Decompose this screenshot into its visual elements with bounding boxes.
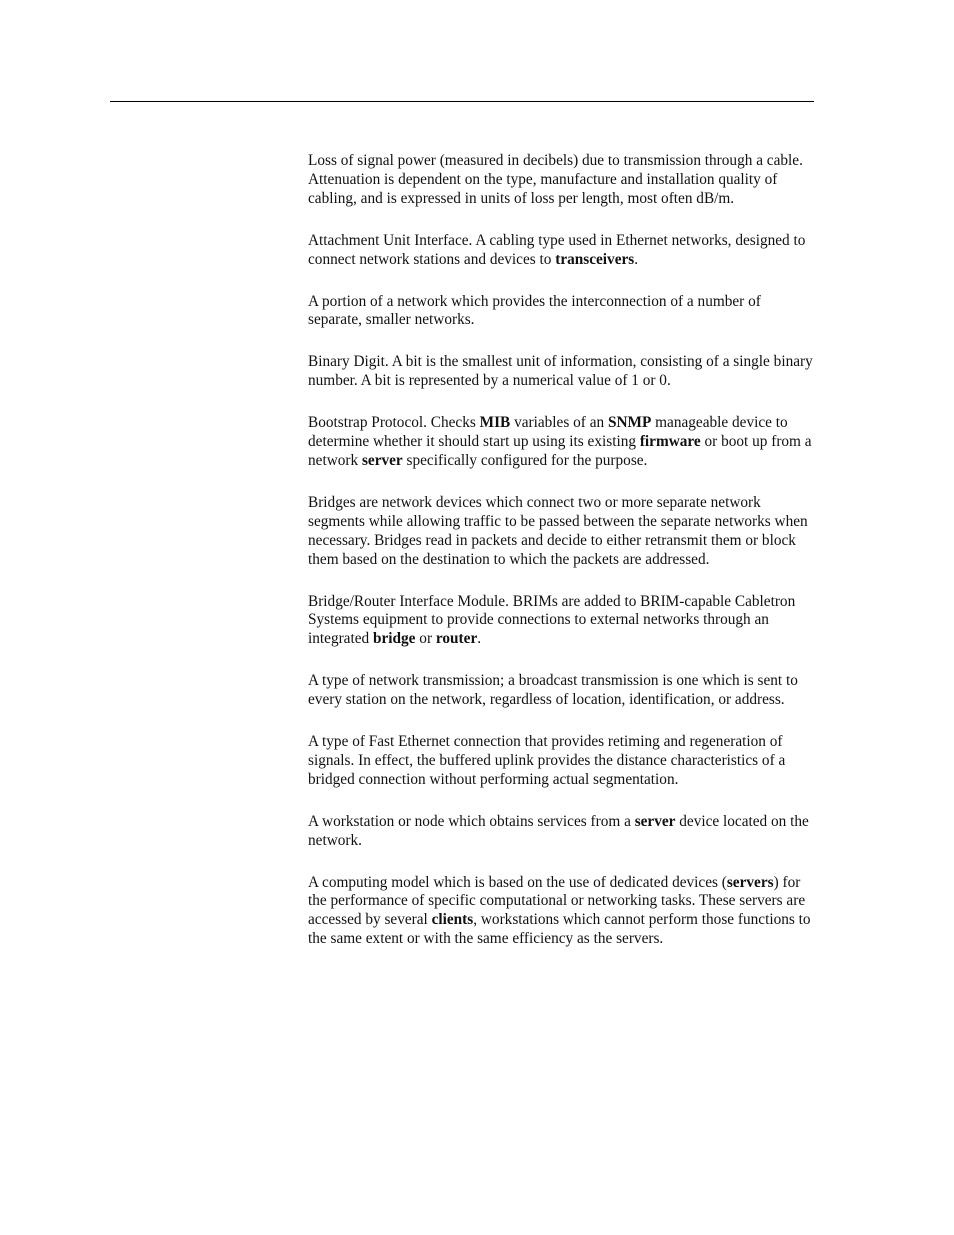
cross-reference-term: server	[361, 451, 403, 469]
cross-reference-term: router	[435, 630, 478, 648]
definition-text: , workstations which cannot perform those functions to the same extent or with the same efficiency as the servers.	[308, 911, 811, 948]
glossary-definition	[308, 593, 818, 650]
glossary-definition	[308, 494, 818, 570]
definition-text: A workstation or node which obtains services from a	[308, 812, 635, 830]
definition-text: Bridge/Router Interface Module. BRIMs are added to BRIM-capable Cabletron Systems equipment to provide connections to external networks through an integrated	[308, 592, 796, 648]
glossary-definitions	[308, 152, 818, 972]
cross-reference-term: server	[634, 812, 676, 830]
glossary-definition	[308, 353, 818, 391]
cross-reference-term: firmware	[639, 433, 701, 451]
header-rule	[110, 101, 814, 102]
definition-text: ) for the performance of specific computational or networking tasks. These servers are accessed by several	[308, 873, 806, 929]
glossary-definition	[308, 733, 818, 790]
glossary-definition	[308, 874, 818, 950]
glossary-definition	[308, 414, 818, 471]
definition-text: or	[415, 630, 436, 648]
cross-reference-term: bridge	[372, 630, 416, 648]
definition-text: device located on the network.	[308, 812, 809, 849]
glossary-definition	[308, 152, 818, 209]
glossary-definition	[308, 672, 818, 710]
definition-text: .	[477, 630, 482, 648]
definition-text: .	[634, 250, 639, 268]
definition-text: Bridges are network devices which connect two or more separate network segments while allowing traffic to be passed between the separate networks when necessary. Bridges read in packets and decide to either retransmit them or block them based on the destination to which the packets are addressed.	[308, 493, 808, 568]
glossary-definition	[308, 813, 818, 851]
glossary-definition	[308, 293, 818, 331]
cross-reference-term: servers	[726, 873, 774, 891]
definition-text: A portion of a network which provides the interconnection of a number of separate, smaller networks.	[308, 292, 761, 329]
glossary-definition	[308, 232, 818, 270]
cross-reference-term: transceivers	[555, 250, 635, 268]
definition-text: manageable device to determine whether it should start up using its existing	[308, 414, 788, 451]
definition-text: A type of Fast Ethernet connection that provides retiming and regeneration of signals. In effect, the buffered uplink provides the distance characteristics of a bridged connection without performing actual segmentation.	[308, 733, 786, 788]
definition-text: specifically configured for the purpose.	[402, 451, 648, 469]
definition-text: variables of an	[510, 414, 608, 432]
definition-text: A type of network transmission; a broadcast transmission is one which is sent to every station on the network, regardless of location, identification, or address.	[308, 672, 798, 709]
definition-text: or boot up from a network	[308, 433, 812, 469]
definition-text: Bootstrap Protocol. Checks	[308, 414, 480, 432]
definition-text: Loss of signal power (measured in decibels) due to transmission through a cable. Attenuation is dependent on the type, manufacture and installation quality of cabling, and is expressed in units of loss per length, most often dB/m.	[308, 152, 803, 207]
cross-reference-term: clients	[431, 911, 474, 929]
cross-reference-term: MIB	[479, 414, 511, 432]
definition-text: A computing model which is based on the use of dedicated devices (	[308, 873, 727, 891]
cross-reference-term: SNMP	[607, 414, 652, 432]
definition-text: Binary Digit. A bit is the smallest unit of information, consisting of a single binary number. A bit is represented by a numerical value of 1 or 0.	[308, 353, 813, 390]
definition-text: Attachment Unit Interface. A cabling type used in Ethernet networks, designed to connect network stations and devices to	[308, 231, 806, 268]
